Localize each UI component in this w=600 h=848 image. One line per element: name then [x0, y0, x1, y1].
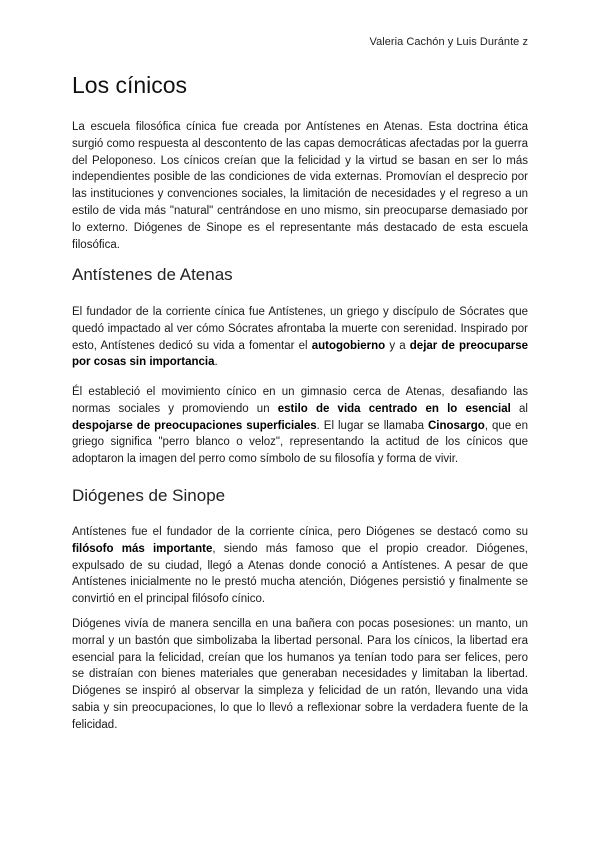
- intro-paragraph: [72, 119, 528, 253]
- bold-text: Cinosargo: [427, 419, 485, 432]
- antistenes-paragraph-2: [72, 384, 528, 468]
- diogenes-paragraph-2: [72, 616, 528, 734]
- antistenes-paragraph-1: [72, 304, 528, 371]
- text-run: al: [510, 402, 528, 415]
- section-heading-diogenes: Diógenes de Sinope: [72, 486, 226, 505]
- intro-text: La escuela filosófica cínica fue creada por Antístenes en Atenas. Esta doctrina ética surgió como respuesta al descontento de las capas democráticas afectadas por la guerra del Peloponeso. Los cínicos creían que la felicidad y la virtud se basan en ser lo más independientes posible de las condiciones de vida externas. Promovían el desprecio por las instituciones y convenciones sociales, la limitación de necesidades y el regreso a un estilo de vida más "natural" centrándose en uno mismo, sin preocuparse demasiado por lo externo. Diógenes de Sinope es el representante más destacado de esta escuela filosófica.: [72, 121, 528, 251]
- diogenes-paragraph-2-text: Diógenes vivía de manera sencilla en una bañera con pocas posesiones: un manto, un morral y un bastón que simbolizaba la libertad personal. Para los cínicos, la libertad era esencial para la felicidad, creían que los humanos ya tenían todo para ser felices, pero se distraían con bienes materiales que generaban necesidades y limitaban la libertad. Diógenes se inspiró al observar la simpleza y felicidad de un ratón, llevando una vida sabia y sin preocupaciones, lo que lo llevó a reflexionar sobre la verdadera fuente de la felicidad.: [72, 618, 528, 731]
- text-run: , que en griego significa "perro blanco o veloz", representando la actitud de los cínicos que adoptaron la imagen del perro como símbolo de su filosofía y forma de vivir.: [72, 419, 528, 466]
- bold-text: dejar de preocuparse por cosas sin importancia: [72, 339, 529, 369]
- page-title: Los cínicos: [72, 72, 188, 98]
- text-run: Antístenes fue el fundador de la corriente cínica, pero Diógenes se destacó como su: [72, 526, 528, 538]
- diogenes-paragraph-1: [72, 524, 528, 608]
- section-heading-antistenes: Antístenes de Atenas: [72, 265, 233, 284]
- bold-text: despojarse de preocupaciones superficiales: [72, 419, 317, 432]
- bold-text: autogobierno: [311, 339, 386, 352]
- text-run: . El lugar se llamaba: [316, 419, 428, 432]
- bold-text: filósofo más importante: [72, 542, 213, 555]
- text-run: .: [214, 356, 218, 369]
- text-run: y a: [385, 339, 410, 352]
- text-run: Él estableció el movimiento cínico en un gimnasio cerca de Atenas, desafiando las normas sociales y promoviendo un: [72, 386, 528, 415]
- header-author: Valeria Cachón y Luis Duránte z: [369, 36, 528, 48]
- bold-text: estilo de vida centrado en lo esencial: [277, 402, 511, 415]
- text-run: , siendo más famoso que el propio creador. Diógenes, expulsado de su ciudad, llegó a Atenas donde conoció a Antístenes. A pesar de que Antístenes inicialmente no le prestó mucha atención, Diógenes persistió y finalmente se convirtió en el principal filósofo cínico.: [72, 542, 528, 606]
- text-run: El fundador de la corriente cínica fue Antístenes, un griego y discípulo de Sócrates que quedó impactado al ver cómo Sócrates afrontaba la muerte con serenidad. Inspirado por esto, Antístenes dedicó su vida a fomentar el: [72, 306, 528, 352]
